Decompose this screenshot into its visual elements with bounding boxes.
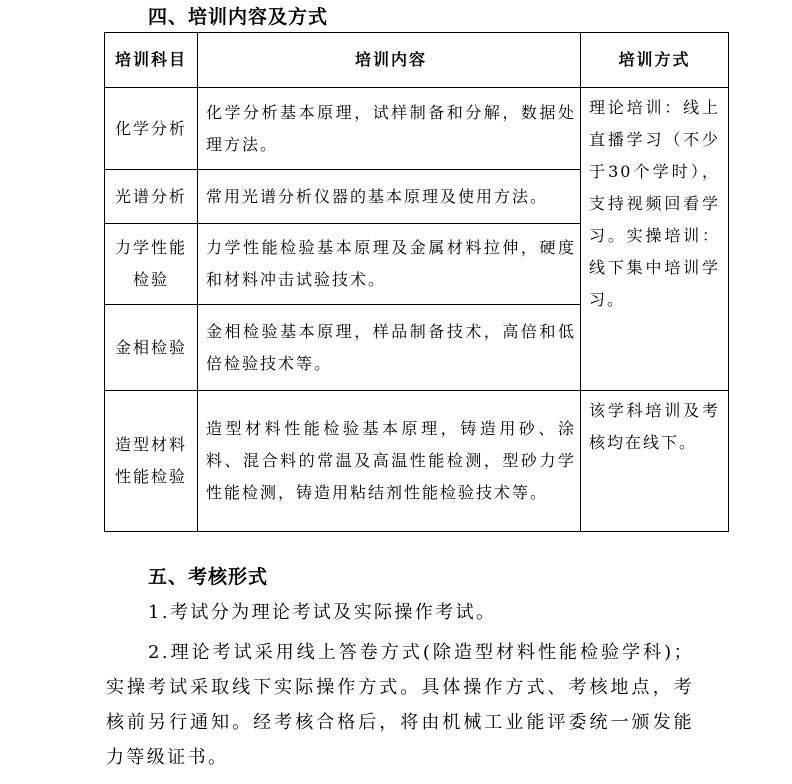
section-4-heading: 四、培训内容及方式 [148,6,329,28]
table-row [105,391,729,532]
exam-paragraph-2: 2.理论考试采用线上答卷方式(除造型材料性能检验学科)；实操考试采取线下实际操作方式。具体操作方式、考核地点，考核前另行通知。经考核合格后，将由机械工业能评委统一颁发能力等级证书。 [106,642,694,768]
subject-cell: 光谱分析 [105,170,198,224]
content-cell: 造型材料性能检验基本原理，铸造用砂、涂料、混合料的常温及高温性能检测，型砂力学性能检测，铸造用粘结剂性能检验技术等。 [198,391,581,532]
subject-cell: 造型材料 性能检验 [105,391,198,532]
content-cell: 化学分析基本原理，试样制备和分解，数据处理方法。 [198,88,581,170]
content-cell: 常用光谱分析仪器的基本原理及使用方法。 [198,170,581,224]
training-table [104,32,729,532]
header-method: 培训方式 [581,33,729,88]
content-cell: 力学性能检验基本原理及金属材料拉伸，硬度和材料冲击试验技术。 [198,224,581,305]
subject-cell: 金相检验 [105,305,198,391]
table-header-row [105,33,729,88]
method-cell-online: 理论培训：线上直播学习（不少于30个学时），支持视频回看学习。实操培训：线下集中培训学习。 [581,88,729,391]
table-row [105,88,729,170]
header-content: 培训内容 [198,33,581,88]
subject-cell: 化学分析 [105,88,198,170]
method-cell-offline: 该学科培训及考核均在线下。 [581,391,729,532]
subject-cell: 力学性能 检验 [105,224,198,305]
exam-paragraph-1: 1.考试分为理论考试及实际操作考试。 [148,602,497,623]
header-subject: 培训科目 [105,33,198,88]
content-cell: 金相检验基本原理，样品制备技术，高倍和低倍检验技术等。 [198,305,581,391]
section-5-heading: 五、考核形式 [148,566,269,588]
